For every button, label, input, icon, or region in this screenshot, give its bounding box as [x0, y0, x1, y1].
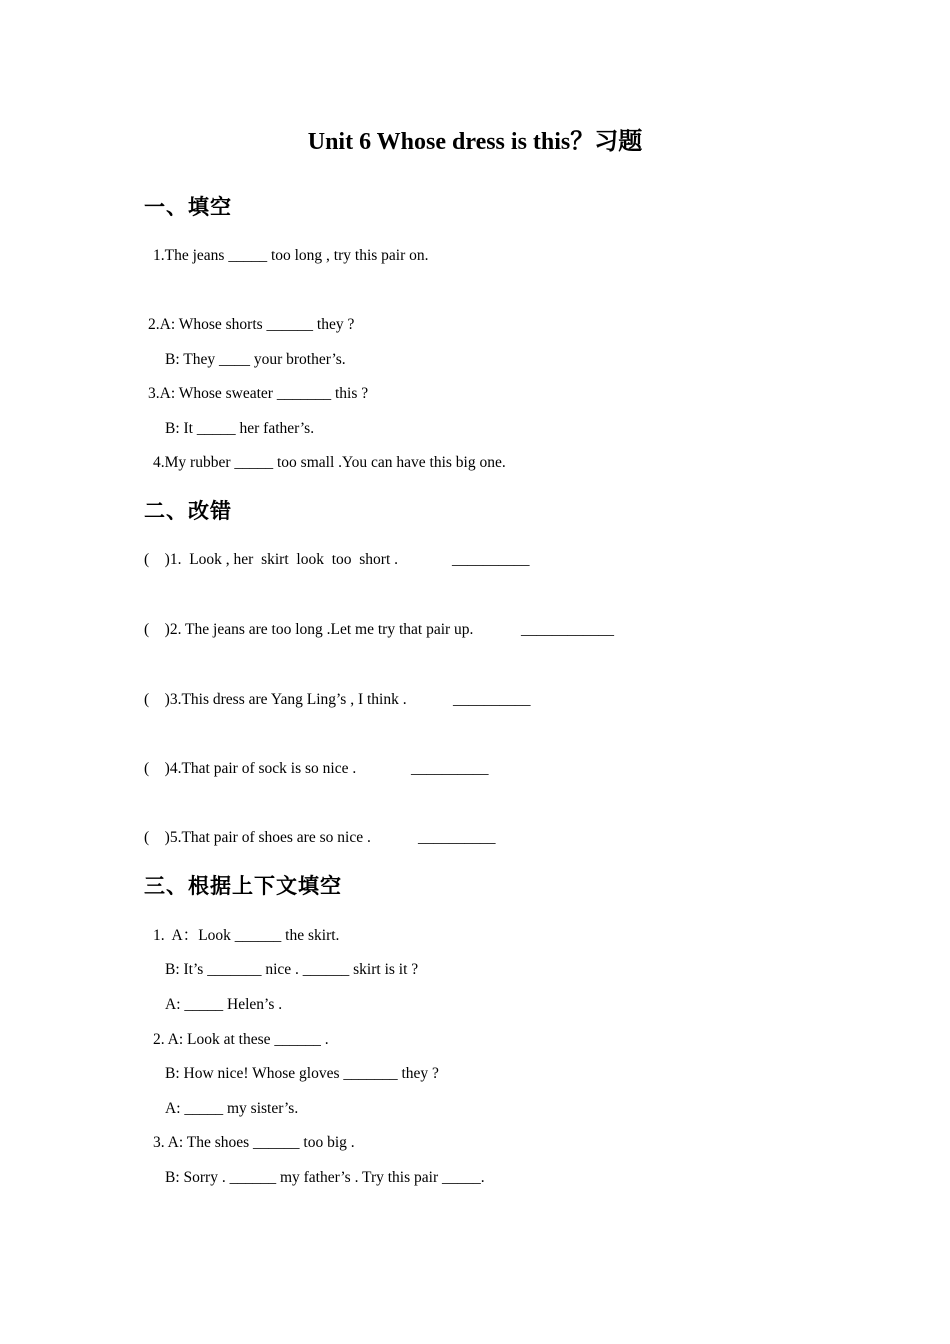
section-heading-fill-blanks: 一、填空	[144, 195, 232, 219]
section-heading-context-fill: 三、根据上下文填空	[144, 874, 342, 898]
page-title: Unit 6 Whose dress is this？习题	[307, 129, 643, 155]
section-heading-correct-errors: 二、改错	[144, 499, 232, 523]
exercise-line: 4.My rubber _____ too small .You can have this big one.	[153, 454, 506, 471]
answer-blank: __________	[418, 829, 496, 846]
answer-blank: __________	[453, 691, 531, 708]
dialogue-line: A: _____ Helen’s .	[165, 996, 283, 1013]
correction-item: ( )3.This dress are Yang Ling’s , I think .	[144, 691, 407, 708]
exercise-line: B: It _____ her father’s.	[165, 420, 315, 437]
exercise-line: B: They ____ your brother’s.	[165, 351, 346, 368]
exercise-line: 3.A: Whose sweater _______ this ?	[148, 385, 369, 402]
dialogue-line: 1. A：Look ______ the skirt.	[153, 927, 340, 944]
answer-blank: __________	[452, 551, 530, 568]
dialogue-line: A: _____ my sister’s.	[165, 1100, 299, 1117]
exercise-line: 2.A: Whose shorts ______ they ?	[148, 316, 355, 333]
dialogue-line: B: How nice! Whose gloves _______ they ?	[165, 1065, 439, 1082]
answer-blank: ____________	[521, 621, 614, 638]
correction-item: ( )5.That pair of shoes are so nice .	[144, 829, 371, 846]
exercise-line: 1.The jeans _____ too long , try this pair on.	[153, 247, 429, 264]
answer-blank: __________	[411, 760, 489, 777]
dialogue-line: 3. A: The shoes ______ too big .	[153, 1134, 355, 1151]
dialogue-line: 2. A: Look at these ______ .	[153, 1031, 329, 1048]
correction-item: ( )2. The jeans are too long .Let me try that pair up.	[144, 621, 474, 638]
correction-item: ( )1. Look , her skirt look too short .	[144, 551, 399, 568]
correction-item: ( )4.That pair of sock is so nice .	[144, 760, 357, 777]
dialogue-line: B: It’s _______ nice . ______ skirt is it ?	[165, 961, 419, 978]
dialogue-line: B: Sorry . ______ my father’s . Try this pair _____.	[165, 1169, 485, 1186]
